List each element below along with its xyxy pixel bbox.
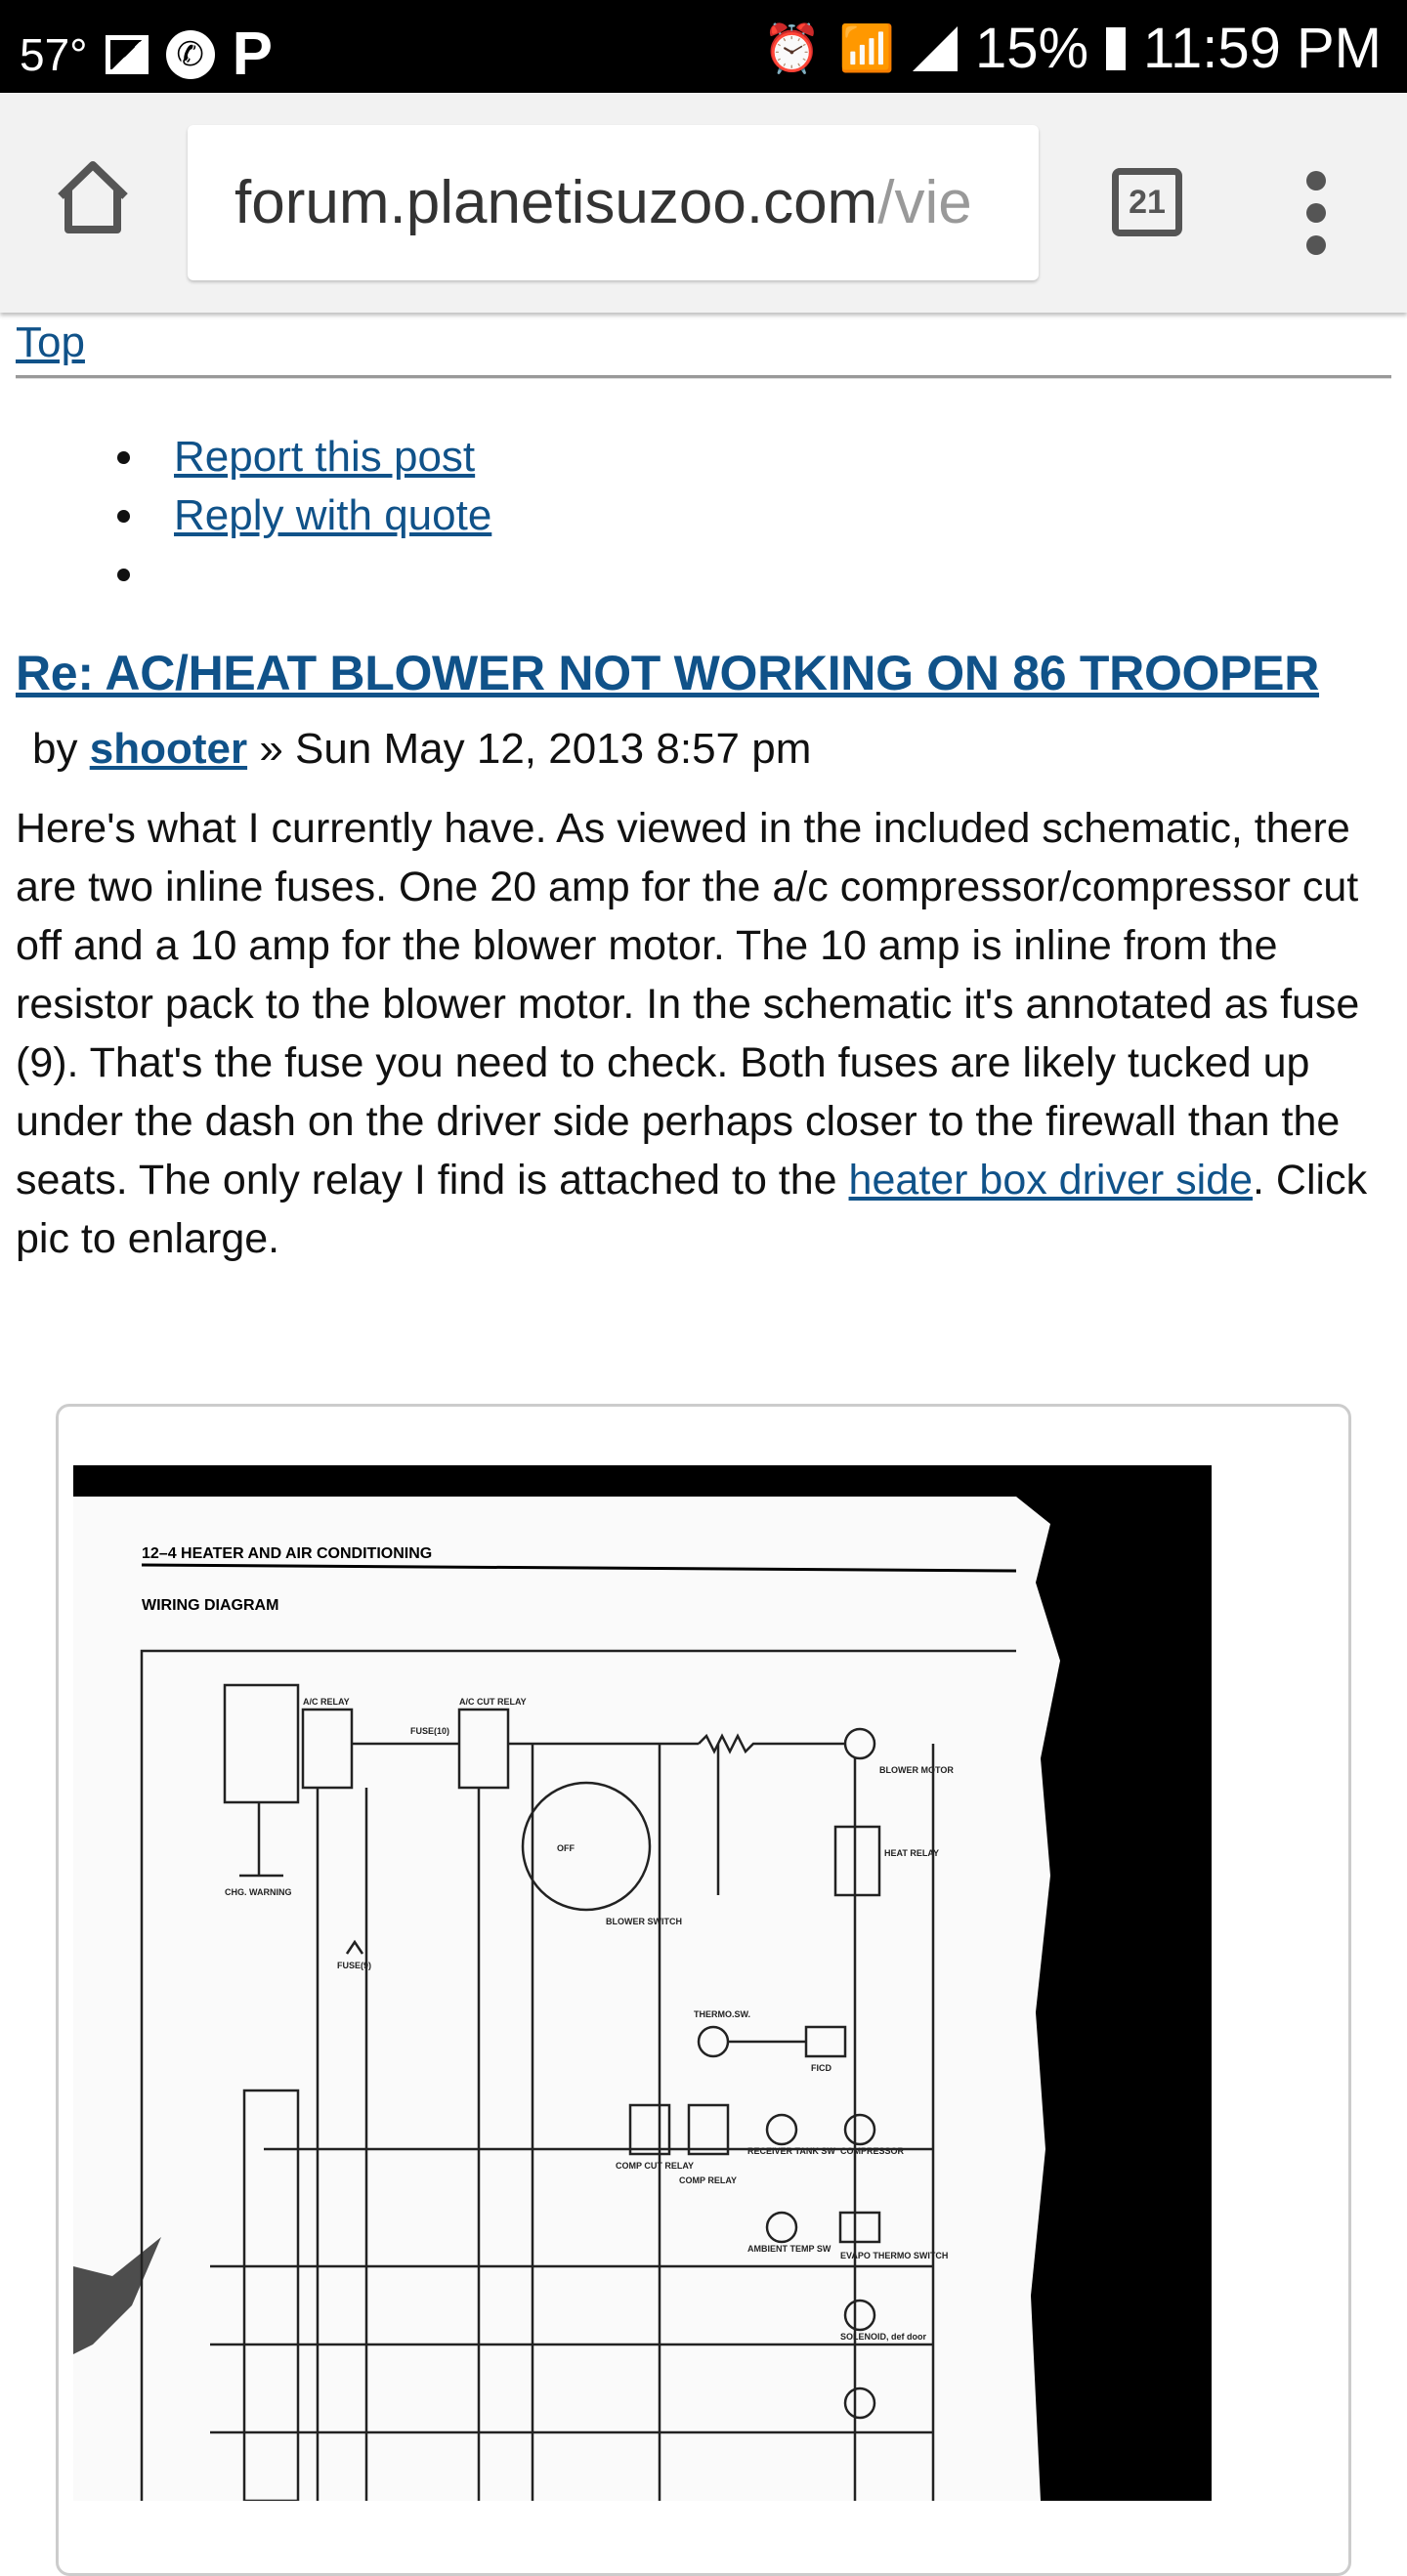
pandora-icon: P: [232, 21, 273, 88]
body-text-end: . Click pic to enlarge.: [16, 1157, 1368, 1262]
menu-dot: [1306, 203, 1326, 223]
menu-button[interactable]: [1303, 171, 1329, 268]
url-bar[interactable]: [188, 125, 1039, 280]
post-action-item: [117, 486, 491, 545]
top-link[interactable]: Top: [16, 318, 85, 366]
schematic-label: BLOWER SWITCH: [606, 1917, 682, 1926]
schematic-image[interactable]: [73, 1465, 1212, 2501]
clock: 11:59 PM: [1143, 17, 1382, 80]
schematic-label: COMP CUT RELAY: [616, 2161, 695, 2171]
tab-switcher-button[interactable]: 21: [1112, 168, 1182, 236]
browser-toolbar: [0, 93, 1407, 313]
heater-box-link[interactable]: heater box driver side: [848, 1157, 1254, 1204]
post-body: [16, 799, 1398, 1268]
signal-icon: [913, 26, 958, 71]
schematic-label: A/C CUT RELAY: [459, 1697, 527, 1707]
schematic-label: RECEIVER TANK SW: [747, 2146, 835, 2156]
url-host: forum.planetisuzoo.com: [234, 169, 878, 236]
battery-percent: 15%: [974, 17, 1089, 80]
schematic-label: AMBIENT TEMP SW: [747, 2244, 831, 2254]
schematic-label: THERMO.SW.: [694, 2009, 750, 2019]
post-title: [16, 645, 1319, 701]
author-link[interactable]: shooter: [89, 725, 248, 773]
home-button[interactable]: [57, 161, 129, 240]
alarm-icon: ⏰: [762, 23, 822, 75]
post-byline: [32, 725, 811, 774]
post-action-item: [117, 545, 491, 604]
temperature: 57°: [20, 28, 88, 80]
schematic-subheading: WIRING DIAGRAM: [142, 1597, 279, 1614]
menu-dot: [1306, 235, 1326, 255]
schematic-label: COMP RELAY: [679, 2175, 738, 2185]
schematic-heading: 12–4 HEATER AND AIR CONDITIONING: [142, 1545, 433, 1562]
post-action-item: [117, 428, 491, 486]
post-title-link[interactable]: Re: AC/HEAT BLOWER NOT WORKING ON 86 TROOPER: [16, 646, 1320, 700]
battery-charging-icon: [1106, 27, 1126, 70]
home-icon: [57, 161, 129, 235]
reply-quote-link[interactable]: Reply with quote: [174, 491, 492, 539]
schematic-label: SOLENOID, def door: [840, 2332, 927, 2342]
report-post-link[interactable]: Report this post: [174, 433, 476, 481]
gallery-icon: [106, 35, 149, 74]
schematic-label: OFF: [557, 1843, 575, 1853]
schematic-label: FICD: [811, 2063, 831, 2073]
by-prefix: by: [32, 725, 78, 773]
post-actions: [117, 428, 491, 604]
schematic-label: FUSE(10): [410, 1726, 450, 1736]
phone-icon: ✆: [166, 30, 215, 79]
schematic-label: FUSE(9): [337, 1961, 372, 1970]
menu-dot: [1306, 171, 1326, 190]
body-text: Here's what I currently have. As viewed in the included schematic, there are two inline fuses. One 20 amp for the a/c compressor/compressor cut off and a 10 amp for the blower motor. The 10 amp is inline from the resistor pack to the blower motor. In the schematic it's annotated as fuse (9). That's the fuse you need to check. Both fuses are likely tucked up under the dash on the driver side perhaps closer to the firewall than the seats. The only relay I find is attached to the: [16, 805, 1360, 1204]
schematic-label: CHG. WARNING: [225, 1887, 292, 1897]
schematic-label: EVAPO THERMO SWITCH: [840, 2251, 949, 2260]
divider: [16, 375, 1391, 379]
wifi-icon: 📶: [838, 22, 895, 73]
schematic-label: HEAT RELAY: [884, 1848, 940, 1858]
schematic-label: A/C RELAY: [303, 1697, 350, 1707]
post-date: » Sun May 12, 2013 8:57 pm: [259, 725, 812, 773]
schematic-label: COMPRESSOR: [840, 2146, 905, 2156]
status-bar: [0, 0, 1407, 93]
schematic-label: BLOWER MOTOR: [879, 1765, 954, 1775]
url-path: /vie: [877, 169, 972, 236]
